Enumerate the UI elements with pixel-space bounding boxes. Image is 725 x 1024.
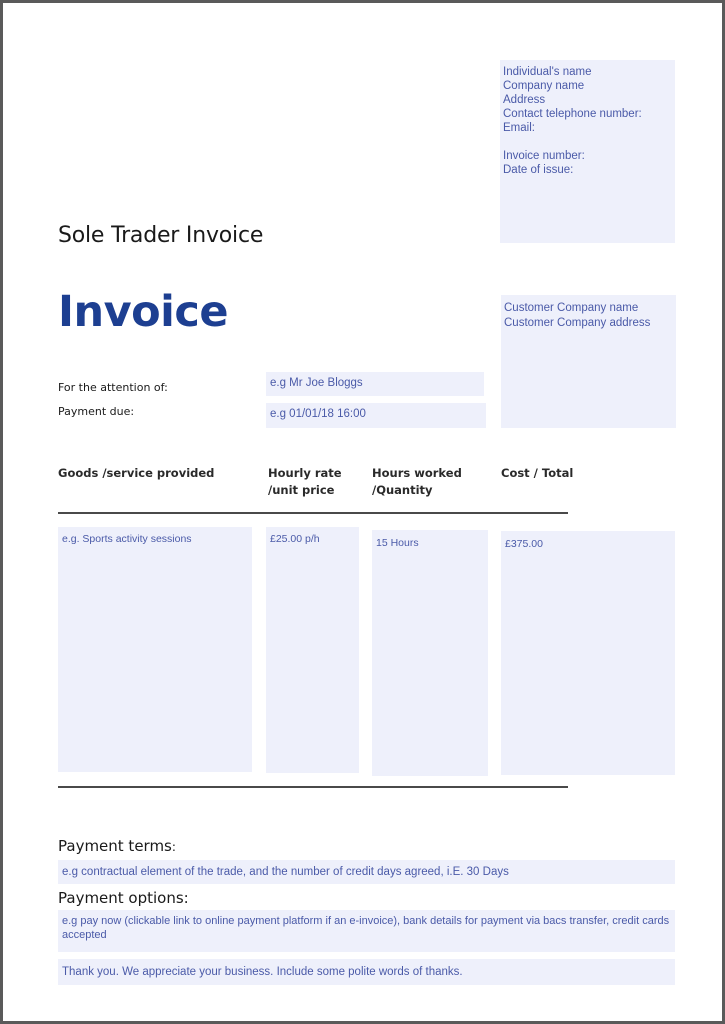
sender-details-box[interactable] [500, 60, 675, 243]
attention-field[interactable]: e.g Mr Joe Bloggs [266, 372, 484, 396]
sender-phone: Contact telephone number: [503, 108, 642, 120]
customer-address: Customer Company address [504, 317, 651, 329]
sender-company: Company name [503, 80, 585, 92]
customer-name: Customer Company name [504, 302, 639, 314]
document-title: Sole Trader Invoice [58, 223, 264, 248]
spacer [503, 135, 672, 149]
customer-details-box[interactable] [501, 295, 676, 428]
thank-you-field[interactable]: Thank you. We appreciate your business. Include some polite words of thanks. [58, 959, 675, 985]
goods-field[interactable]: e.g. Sports activity sessions [58, 527, 252, 772]
payment-terms-field[interactable]: e.g contractual element of the trade, and the number of credit days agreed, i.E. 30 Days [58, 860, 675, 884]
header-goods: Goods /service provided [58, 466, 215, 480]
sender-name: Individual's name [503, 66, 592, 78]
attention-label: For the attention of: [58, 381, 168, 394]
header-total: Cost / Total [501, 466, 574, 480]
table-top-rule [58, 512, 568, 514]
invoice-heading: Invoice [58, 287, 229, 337]
payment-options-heading: Payment options: [58, 889, 189, 907]
date-of-issue: Date of issue: [503, 164, 574, 176]
total-field[interactable]: £375.00 [501, 531, 675, 775]
table-bottom-rule [58, 786, 568, 788]
sender-email: Email: [503, 122, 535, 134]
payment-terms-colon: : [171, 840, 176, 854]
header-rate: Hourly rate /unit price [268, 466, 342, 497]
payment-terms-heading-text: Payment terms [58, 837, 172, 855]
invoice-number: Invoice number: [503, 150, 585, 162]
header-hours: Hours worked /Quantity [372, 466, 462, 497]
payment-due-field[interactable]: e.g 01/01/18 16:00 [266, 403, 486, 428]
payment-options-field[interactable]: e.g pay now (clickable link to online payment platform if an e-invoice), bank details for payment via bacs transfer, credit cards accepted [58, 910, 675, 952]
hours-field[interactable]: 15 Hours [372, 530, 488, 776]
rate-field[interactable]: £25.00 p/h [266, 527, 359, 773]
sender-address: Address [503, 94, 546, 106]
payment-terms-heading [58, 837, 176, 855]
payment-due-label: Payment due: [58, 405, 135, 418]
